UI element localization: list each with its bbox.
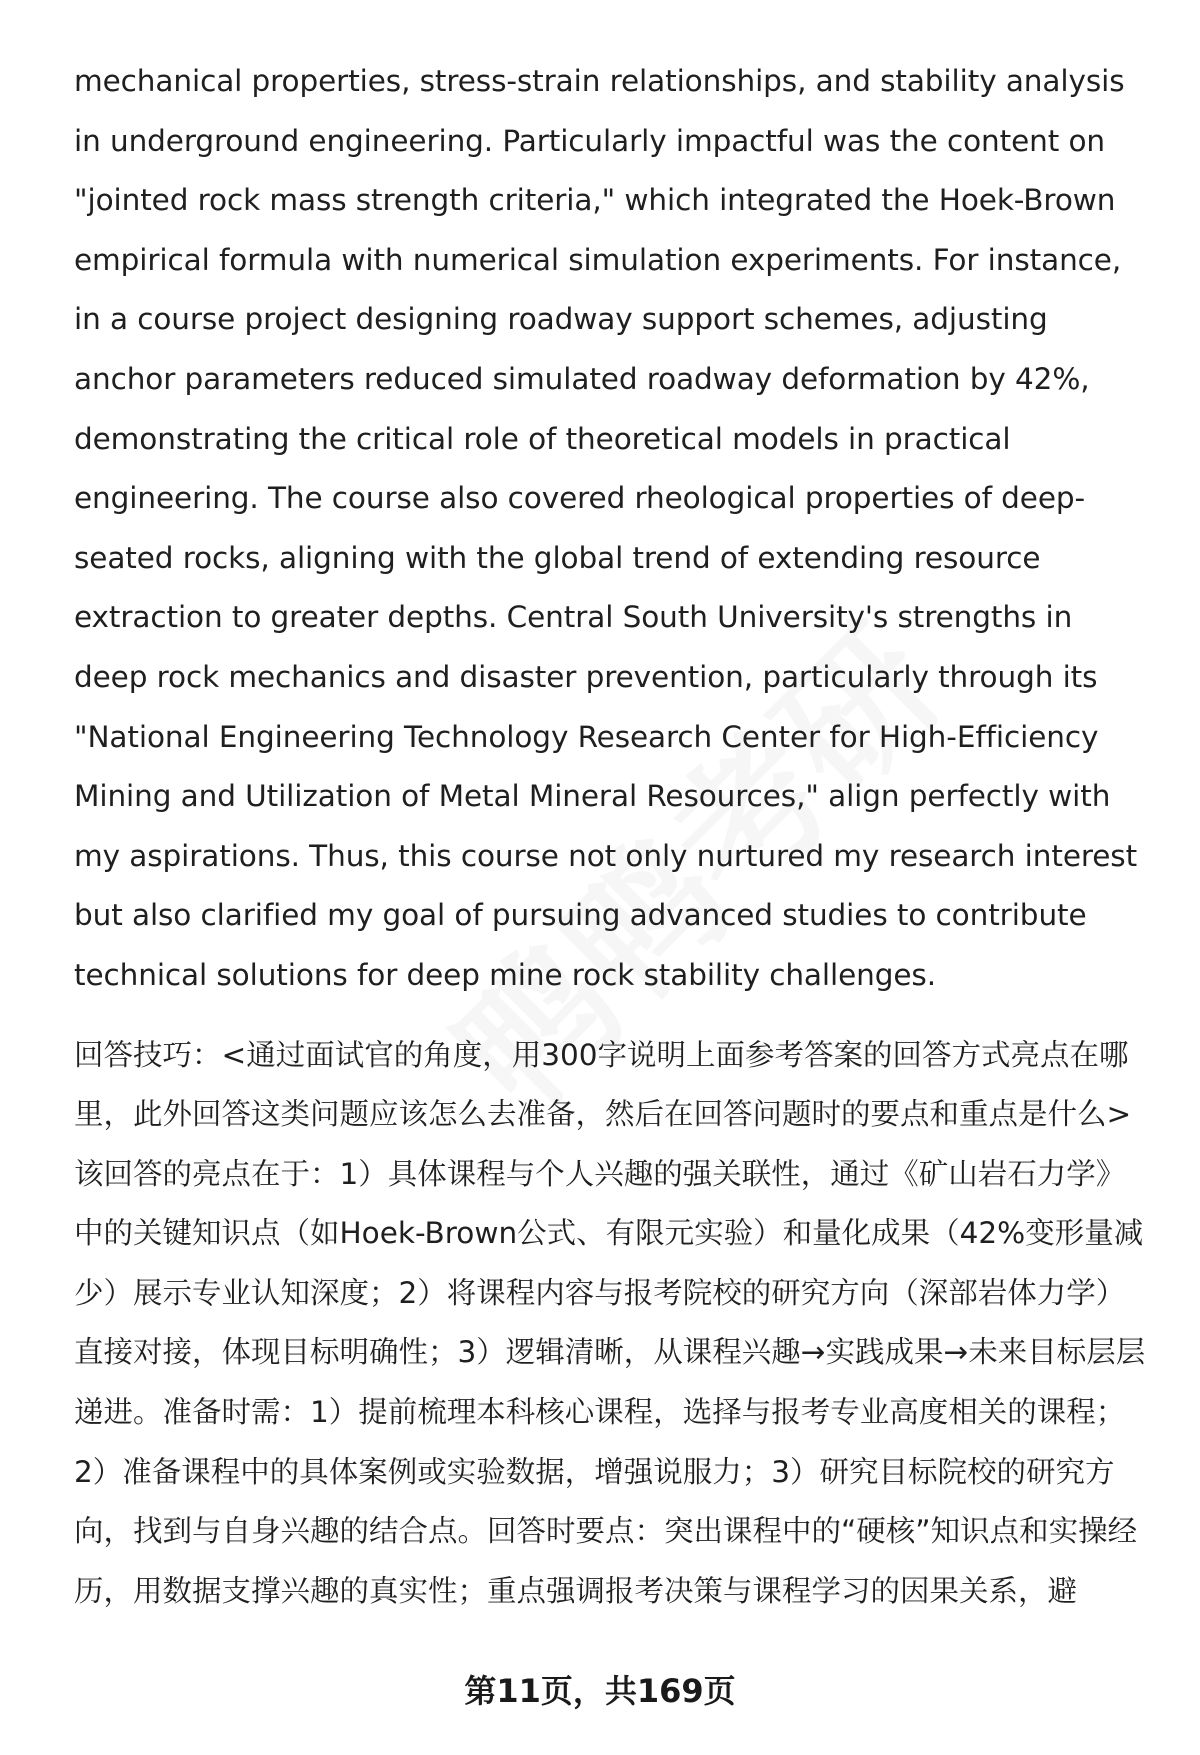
answer-tips-section (74, 1026, 1154, 1622)
page-content (74, 52, 1154, 1621)
tips-heading: 回答技巧：<通过面试官的角度，用300字说明上面参考答案的回答方式亮点在哪里，此外回答这类问题应该怎么去准备，然后在回答问题时的要点和重点是什么> (74, 1037, 1132, 1132)
tips-body: 该回答的亮点在于：1）具体课程与个人兴趣的强关联性，通过《矿山岩石力学》中的关键知识点（如Hoek-Brown公式、有限元实验）和量化成果（42%变形量减少）展示专业认知深度；2）将课程内容与报考院校的研究方向（深部岩体力学）直接对接，体现目标明确性；3）逻辑清晰，从课程兴趣→实践成果→未来目标层层递进。准备时需：1）提前梳理本科核心课程，选择与报考专业高度相关的课程；2）准备课程中的具体案例或实验数据，增强说服力；3）研究目标院校的研究方向，找到与自身兴趣的结合点。回答时要点：突出课程中的“硬核”知识点和实操经历，用数据支撑兴趣的真实性；重点强调报考决策与课程学习的因果关系，避 (74, 1156, 1146, 1608)
english-answer-paragraph: mechanical properties, stress-strain relationships, and stability analysis in underground engineering. Particularly impactful was the content on "jointed rock mass strength criteria," which integrated the Hoek-Brown empirical formula with numerical simulation experiments. For instance, in a course project designing roadway support schemes, adjusting anchor parameters reduced simulated roadway deformation by 42%, demonstrating the critical role of theoretical models in practical engineering. The course also covered rheological properties of deep-seated rocks, aligning with the global trend of extending resource extraction to greater depths. Central South University's strengths in deep rock mechanics and disaster prevention, particularly through its "National Engineering Technology Research Center for High-Efficiency Mining and Utilization of Metal Mineral Resources," align perfectly with my aspirations. Thus, this course not only nurtured my research interest but also clarified my goal of pursuing advanced studies to contribute technical solutions for deep mine rock stability challenges. (74, 64, 1138, 992)
page-number-footer: 第11页，共169页 (464, 1672, 736, 1710)
